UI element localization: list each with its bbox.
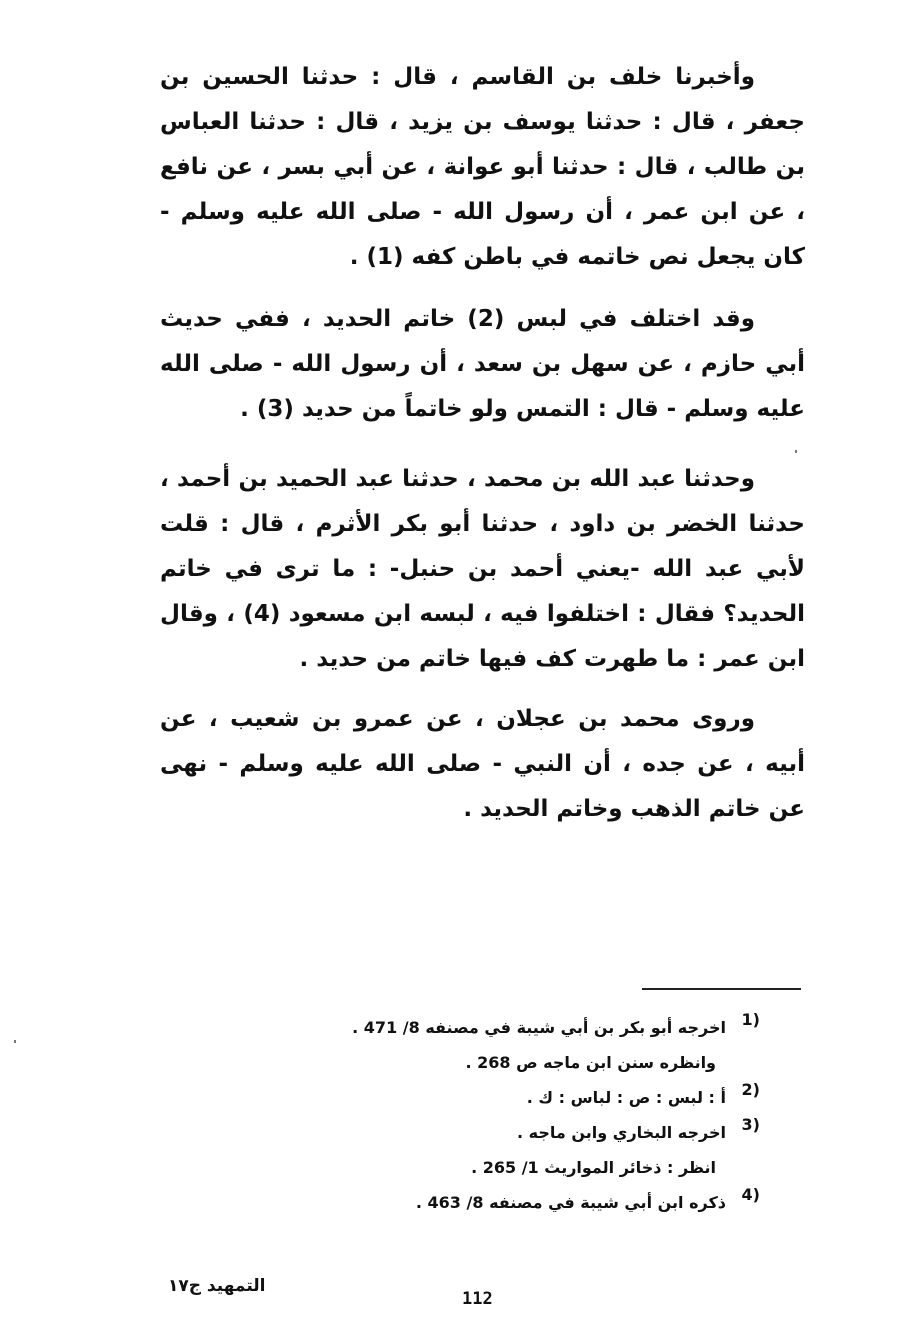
footnote-4 (280, 1185, 760, 1220)
footnote-line: أ : لبس : ص : لباس : ك . (526, 1088, 726, 1107)
footnote-3 (280, 1115, 760, 1185)
running-footer: التمهيد ج١٧ (168, 1276, 266, 1296)
paragraph-text: وقد اختلف في لبس (2) خاتم الحديد ، ففي حديث أبي حازم ، عن سهل بن سعد ، أن رسول الله - صلى الله عليه وسلم - قال : التمس ولو خاتماً من حديد (3) . (160, 306, 805, 422)
footnote-number: 1) (741, 1010, 760, 1029)
paragraph-2 (160, 297, 805, 432)
footnote-2 (280, 1080, 760, 1115)
scan-speck (14, 1040, 16, 1043)
footnote-body (280, 1185, 726, 1220)
footnote-line: ذكره ابن أبي شيبة في مصنفه 8/ 463 . (415, 1193, 726, 1212)
footnote-1 (280, 1010, 760, 1080)
footnote-number: 4) (741, 1185, 760, 1204)
paragraph-3 (160, 457, 805, 682)
footnote-body (280, 1080, 726, 1115)
paragraph-text: وأخبرنا خلف بن القاسم ، قال : حدثنا الحسين بن جعفر ، قال : حدثنا يوسف بن يزيد ، قال : حدثنا العباس بن طالب ، قال : حدثنا أبو عوانة ، عن أبي بسر ، عن نافع ، عن ابن عمر ، أن رسول الله - صلى الله عليه وسلم - كان يجعل نص خاتمه في باطن كفه (1) . (160, 64, 805, 270)
paragraph-4 (160, 697, 805, 832)
page-number: 112 (462, 1289, 493, 1309)
footnote-line: انظر : ذخائر المواريث 1/ 265 . (471, 1158, 716, 1177)
footnote-divider (642, 988, 801, 990)
footnote-number: 3) (741, 1115, 760, 1134)
footnotes (280, 1010, 760, 1220)
footnote-line: اخرجه أبو بكر بن أبي شيبة في مصنفه 8/ 471 . (352, 1018, 726, 1037)
paragraph-text: وروى محمد بن عجلان ، عن عمرو بن شعيب ، عن أبيه ، عن جده ، أن النبي - صلى الله عليه وسلم - نهى عن خاتم الذهب وخاتم الحديد . (160, 706, 805, 822)
footnote-body (280, 1115, 726, 1185)
footnote-number: 2) (741, 1080, 760, 1099)
footnote-line: وانظره سنن ابن ماجه ص 268 . (465, 1053, 716, 1072)
footnote-line: اخرجه البخاري وابن ماجه . (517, 1123, 726, 1142)
paragraph-text: وحدثنا عبد الله بن محمد ، حدثنا عبد الحميد بن أحمد ، حدثنا الخضر بن داود ، حدثنا أبو بكر الأثرم ، قال : قلت لأبي عبد الله -يعني أحمد بن حنبل- : ما ترى في خاتم الحديد؟ فقال : اختلفوا فيه ، لبسه ابن مسعود (4) ، وقال ابن عمر : ما طهرت كف فيها خاتم من حديد . (160, 466, 805, 672)
footnote-body (280, 1010, 726, 1080)
paragraph-1 (160, 55, 805, 280)
scan-speck (795, 450, 797, 453)
